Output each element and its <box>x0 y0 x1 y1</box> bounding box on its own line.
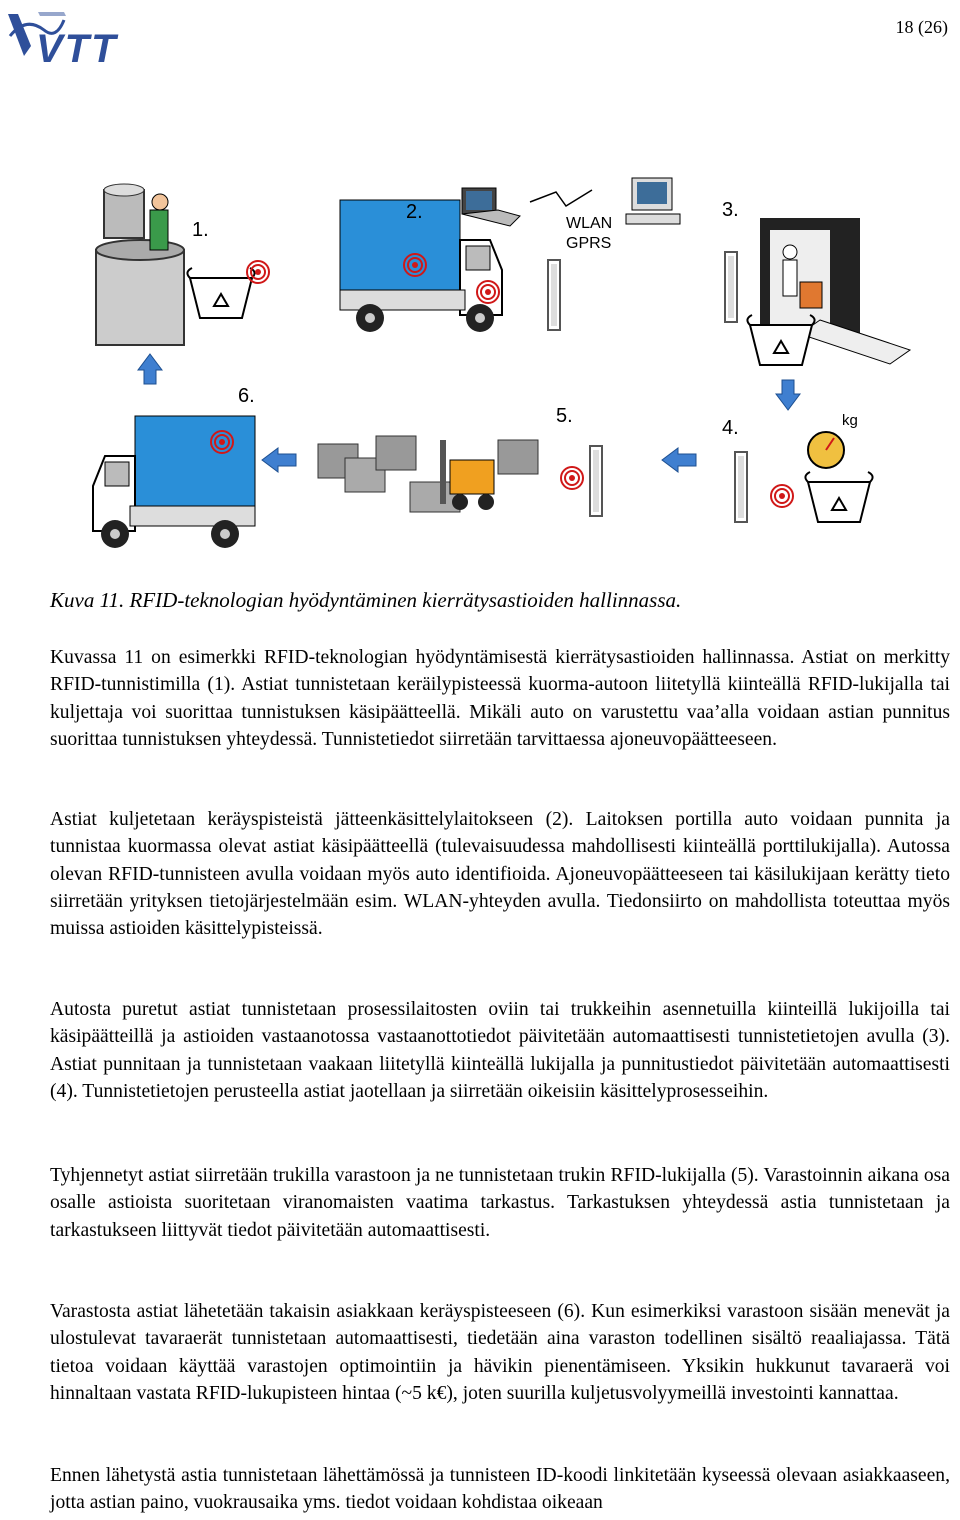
body-paragraph: Varastosta astiat lähetetään takaisin asiakkaan keräyspisteeseen (6). Kun esimerkiksi varastoon sisään menevät ja ulostulevat tavaraerät tunnistetaan automaattisesti, tiedetään aina varaston todellinen sisältö reaaliajassa. Tätä tietoa voidaan käyttää varastojen optimointiin ja hävikin pienentämiseen. Yksikin hukkunut tavaraerä voi hinnaltaan vastata RFID-lukupisteen hintaa (~5 k€), joten suurilla kuljetusvolyymeillä investointi kannattaa. <box>50 1301 950 1404</box>
page-number: 18 (26) <box>895 17 948 37</box>
step-1-label: 1. <box>192 219 209 241</box>
arrow-up-icon <box>138 354 162 384</box>
rfid-gate-reader <box>725 252 737 322</box>
arrow-left-icon <box>262 448 296 472</box>
step-4-label: 4. <box>722 417 739 439</box>
body-paragraph: Tyhjennetyt astiat siirretään trukilla varastoon ja ne tunnistetaan trukin RFID-lukijalla (5). Varastoinnin aikana osa osalle astioista suoritetaan viranomaisten vaatima tarkastus. Tarkastuksen yhteydessä astia tunnistetaan ja tarkastukseen liittyvät tiedot päivitetään automaattisesti. <box>50 1165 950 1241</box>
rfid-signal-icon <box>404 254 426 276</box>
logo-text: VTT <box>36 27 118 68</box>
rfid-process-figure <box>0 160 960 560</box>
rfid-signal-icon <box>771 485 793 507</box>
laptop-icon <box>462 188 520 226</box>
recycling-bin <box>187 268 254 318</box>
recycling-bin <box>805 472 872 522</box>
weighing-scale-icon <box>808 432 844 468</box>
body-paragraph: Astiat kuljetetaan keräyspisteistä jätteenkäsittelylaitokseen (2). Laitoksen portilla auto voidaan punnita ja tunnistaa kuormassa olevat astiat käsipäätteellä (tulevaisuudessa mahdollisesti kiinteällä porttilukijalla). Autossa olevan RFID-tunnisteen avulla voidaan myös auto identifioida. Ajoneuvopäätteeseen tai käsilukijaan kerätty tieto siirretään yrityksen tietojärjestelmään esim. WLAN-yhteyden avulla. Tiedonsiirto on mahdollista toteuttaa myös muissa astioiden käsittelypisteissä. <box>50 809 950 940</box>
step-6-label: 6. <box>238 385 255 407</box>
rfid-signal-icon <box>247 261 269 283</box>
body-paragraph: Ennen lähetystä astia tunnistetaan lähettämössä ja tunnisteen ID-koodi linkitetään kyseessä olevaan asiakkaaseen, jotta astian paino, vuokrausaika yms. tiedot voidaan kohdistaa oikeaan <box>50 1465 950 1514</box>
kg-label: kg <box>842 412 858 429</box>
rfid-gate-reader <box>548 260 560 330</box>
vtt-logo <box>4 6 164 68</box>
gprs-label: GPRS <box>566 235 612 252</box>
desktop-computer-icon <box>626 178 680 224</box>
body-paragraph: Kuvassa 11 on esimerkki RFID-teknologian hyödyntämisestä kierrätysastioiden hallinnassa. Astiat on merkitty RFID-tunnistimilla (1). Astiat tunnistetaan keräilypisteessä kuorma-autoon liitetyllä kiinteällä RFID-lukijalla tai kuljettaja voi suorittaa tunnistuksen käsipäätteellä. Mikäli auto on varustettu vaa’alla voidaan astian punnitus suorittaa tunnistuksen yhteydessä. Tunnistetiedot siirretään tarvittaessa ajoneuvopäätteeseen. <box>50 647 950 750</box>
step-2-label: 2. <box>406 201 423 223</box>
rfid-gate-reader <box>590 446 602 516</box>
rfid-signal-icon <box>211 431 233 453</box>
step-3-label: 3. <box>722 199 739 221</box>
collection-point-illustration <box>96 184 184 345</box>
arrow-down-icon <box>776 380 800 410</box>
body-paragraph: Autosta puretut astiat tunnistetaan prosessilaitosten oviin tai trukkeihin asennetuilla kiinteillä lukijoilla tai käsipäätteillä ja astioiden vastaanotossa vastaanottotiedot päivitetään automaattisesti tunnistetietojen avulla (3). Astiat punnitaan ja tunnistetaan vaakaan liitetyllä kiinteällä lukijalla ja punnitustiedot päivitetään automaattisesti (4). Tunnistetietojen perusteella astiat jaotellaan ja siirretään oikeisiin käsittelyprosesseihin. <box>50 999 950 1102</box>
figure-caption: Kuva 11. RFID-teknologian hyödyntäminen kierrätysastioiden hallinnassa. <box>50 588 682 612</box>
wireless-link-icon <box>530 190 592 206</box>
rfid-gate-reader <box>735 452 747 522</box>
step-5-label: 5. <box>556 405 573 427</box>
wlan-label: WLAN <box>566 215 613 232</box>
rfid-signal-icon <box>477 281 499 303</box>
warehouse-pallets-illustration <box>318 436 538 512</box>
arrow-left-icon <box>662 448 696 472</box>
rfid-signal-icon <box>561 467 583 489</box>
